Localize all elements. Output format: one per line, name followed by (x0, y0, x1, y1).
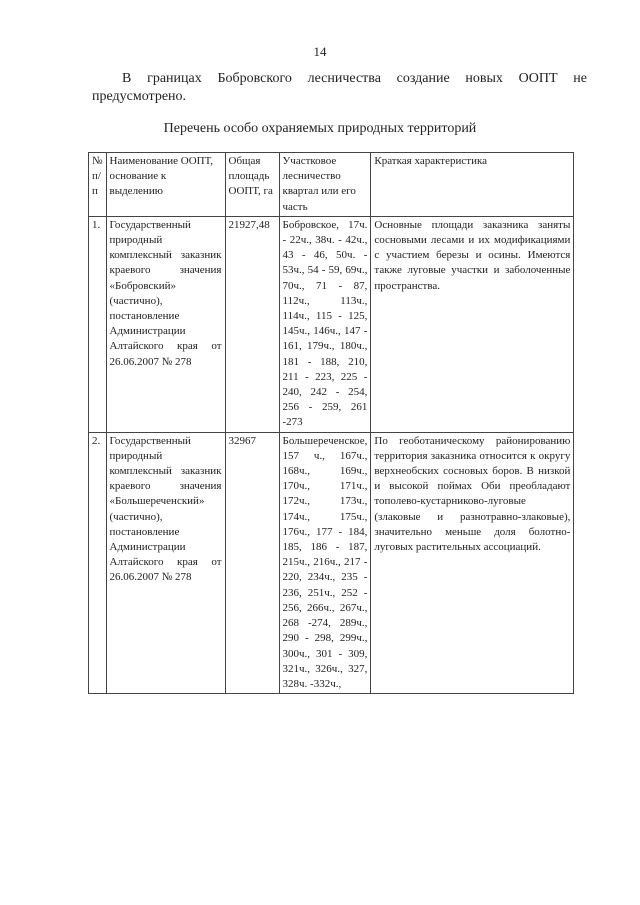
intro-paragraph (92, 70, 587, 106)
header-number: № п/п (89, 153, 107, 217)
intro-line-1: В границах Бобровского лесничества создание новых ООПТ не (122, 71, 587, 86)
oopt-description: Основные площади заказника заняты сосновыми лесами и их модификациями с участием березы и осины. Имеются также луговые участки и заболоченные пространства. (371, 216, 574, 432)
intro-line-2: предусмотрено. (92, 89, 187, 104)
oopt-quarters: Бобровское, 17ч. - 22ч., 38ч. - 42ч., 43 - 46, 50ч. - 53ч., 54 - 59, 69ч., 70ч., 71 - 87, 112ч., 113ч., 114ч., 115 - 125, 145ч., 146ч., 147 - 161, 179ч., 180ч., 181 - 188, 210, 211 - 223, 225 - 240, 242 - 254, 256 - 259, 261 -273 (279, 216, 371, 432)
header-area: Общая площадь ООПТ, га (225, 153, 279, 217)
oopt-area: 32967 (225, 432, 279, 693)
row-number: 2. (89, 432, 107, 693)
oopt-name: Государственный природный комплексный заказник краевого значения «Бобровский» (частично), постановление Администрации Алтайского края от 26.06.2007 № 278 (106, 216, 225, 432)
table-header-row (89, 153, 574, 217)
oopt-table (88, 152, 574, 694)
header-quarters: Участковое лесничество квартал или его часть (279, 153, 371, 217)
row-number: 1. (89, 216, 107, 432)
oopt-description: По геоботаническому районированию территория заказника относится к округу верхнеобских сосновых боров. В низкой и высокой поймах Оби преобладают тополево-кустарниково-луговые (злаковые и разнотравно-злаковые), значительно меньше доля болотно-луговых растительных ассоциаций. (371, 432, 574, 693)
header-name: Наименование ООПТ, основание к выделению (106, 153, 225, 217)
page-number: 14 (313, 44, 327, 59)
oopt-name: Государственный природный комплексный заказник краевого значения «Большереченский» (частично), постановление Администрации Алтайского края от 26.06.2007 № 278 (106, 432, 225, 693)
table-row (89, 432, 574, 693)
table-row (89, 216, 574, 432)
oopt-quarters: Большереченское, 157 ч., 167ч., 168ч., 169ч., 170ч., 171ч., 172ч., 173ч., 174ч., 175ч., 176ч., 177 - 184, 185, 186 - 187, 215ч., 216ч., 217 - 220, 234ч., 235 - 236, 251ч., 252 - 256, 266ч., 267ч., 268 -274, 289ч., 290 - 298, 299ч., 300ч., 301 - 309, 321ч., 326ч., 327, 328ч. -332ч., (279, 432, 371, 693)
oopt-area: 21927,48 (225, 216, 279, 432)
table-title: Перечень особо охраняемых природных территорий (163, 121, 477, 136)
header-description: Краткая характеристика (371, 153, 574, 217)
